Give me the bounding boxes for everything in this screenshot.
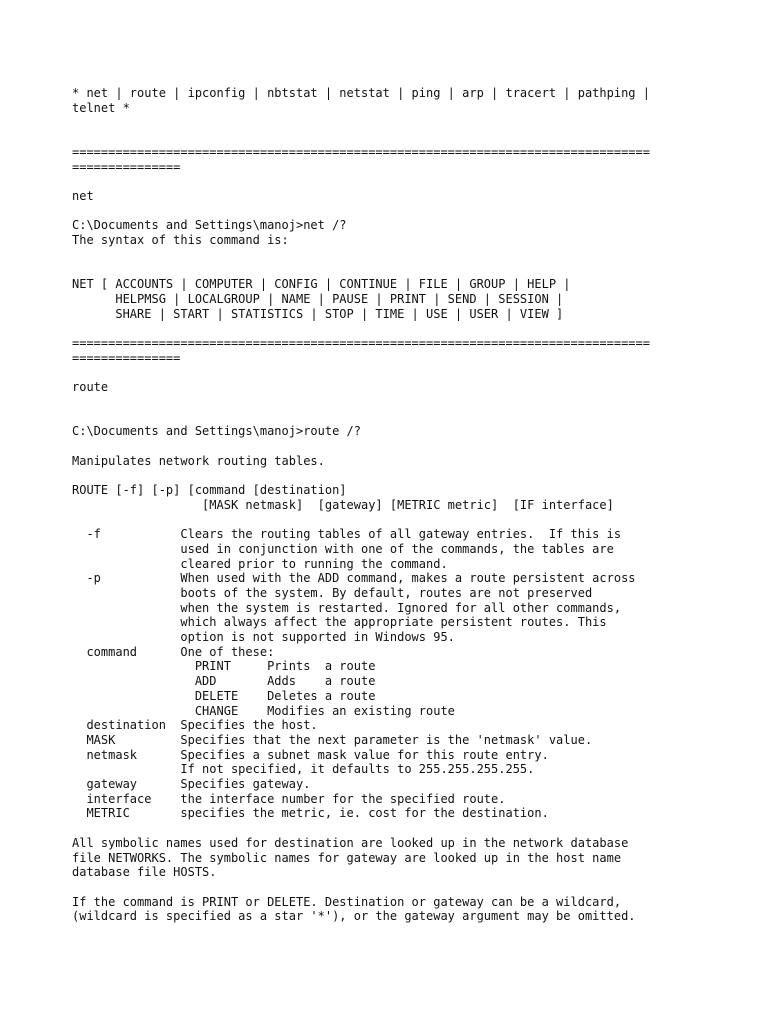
- route-option-line: CHANGE Modifies an existing route: [72, 703, 455, 718]
- route-option-line: interface the interface number for the specified route.: [72, 791, 506, 806]
- route-option-line: used in conjunction with one of the commands, the tables are: [72, 541, 614, 556]
- route-note-line: file NETWORKS. The symbolic names for gateway are looked up in the host name: [72, 850, 622, 865]
- route-prompt: C:\Documents and Settings\manoj>route /?: [72, 424, 361, 439]
- separator-line: ================================================================================: [72, 335, 650, 350]
- net-prompt: C:\Documents and Settings\manoj>net /?: [72, 218, 347, 233]
- net-syntax-intro: The syntax of this command is:: [72, 233, 289, 248]
- header-line: * net | route | ipconfig | nbtstat | netstat | ping | arp | tracert | pathping |: [72, 86, 650, 100]
- route-option-line: gateway Specifies gateway.: [72, 777, 311, 792]
- route-description: Manipulates network routing tables.: [72, 453, 325, 468]
- route-option-line: MASK Specifies that the next parameter is the 'netmask' value.: [72, 732, 593, 747]
- separator-line: ===============: [72, 350, 181, 365]
- route-note-line: If the command is PRINT or DELETE. Destination or gateway can be a wildcard,: [72, 894, 622, 909]
- net-syntax-line: NET [ ACCOUNTS | COMPUTER | CONFIG | CONTINUE | FILE | GROUP | HELP |: [72, 277, 571, 292]
- route-option-line: command One of these:: [72, 644, 275, 659]
- route-option-line: -f Clears the routing tables of all gateway entries. If this is: [72, 527, 622, 542]
- route-option-line: ADD Adds a route: [72, 674, 376, 689]
- route-option-line: -p When used with the ADD command, makes a route persistent across: [72, 571, 636, 586]
- route-option-line: DELETE Deletes a route: [72, 688, 376, 703]
- route-option-line: option is not supported in Windows 95.: [72, 630, 455, 645]
- net-syntax-line: HELPMSG | LOCALGROUP | NAME | PAUSE | PRINT | SEND | SESSION |: [72, 291, 564, 306]
- route-option-line: when the system is restarted. Ignored for all other commands,: [72, 600, 622, 615]
- route-option-line: boots of the system. By default, routes are not preserved: [72, 585, 593, 600]
- route-usage-line: ROUTE [-f] [-p] [command [destination]: [72, 482, 347, 497]
- route-note-line: database file HOSTS.: [72, 865, 217, 880]
- route-heading: route: [72, 380, 109, 395]
- separator-line: ================================================================================: [72, 144, 650, 159]
- separator-line: ===============: [72, 159, 181, 174]
- document-page: [72, 86, 752, 924]
- route-option-line: cleared prior to running the command.: [72, 556, 448, 571]
- header-line: telnet *: [72, 100, 130, 115]
- route-note-line: (wildcard is specified as a star '*'), or the gateway argument may be omitted.: [72, 909, 636, 924]
- net-heading: net: [72, 188, 94, 203]
- route-option-line: destination Specifies the host.: [72, 718, 318, 733]
- route-option-line: METRIC specifies the metric, ie. cost for the destination.: [72, 806, 549, 821]
- route-note-line: All symbolic names used for destination are looked up in the network database: [72, 835, 629, 850]
- route-option-line: PRINT Prints a route: [72, 659, 376, 674]
- route-usage-line: [MASK netmask] [gateway] [METRIC metric] [IF interface]: [72, 497, 614, 512]
- route-option-line: netmask Specifies a subnet mask value for this route entry.: [72, 747, 549, 762]
- net-syntax-line: SHARE | START | STATISTICS | STOP | TIME | USE | USER | VIEW ]: [72, 306, 564, 321]
- route-option-line: which always affect the appropriate persistent routes. This: [72, 615, 607, 630]
- route-option-line: If not specified, it defaults to 255.255.255.255.: [72, 762, 535, 777]
